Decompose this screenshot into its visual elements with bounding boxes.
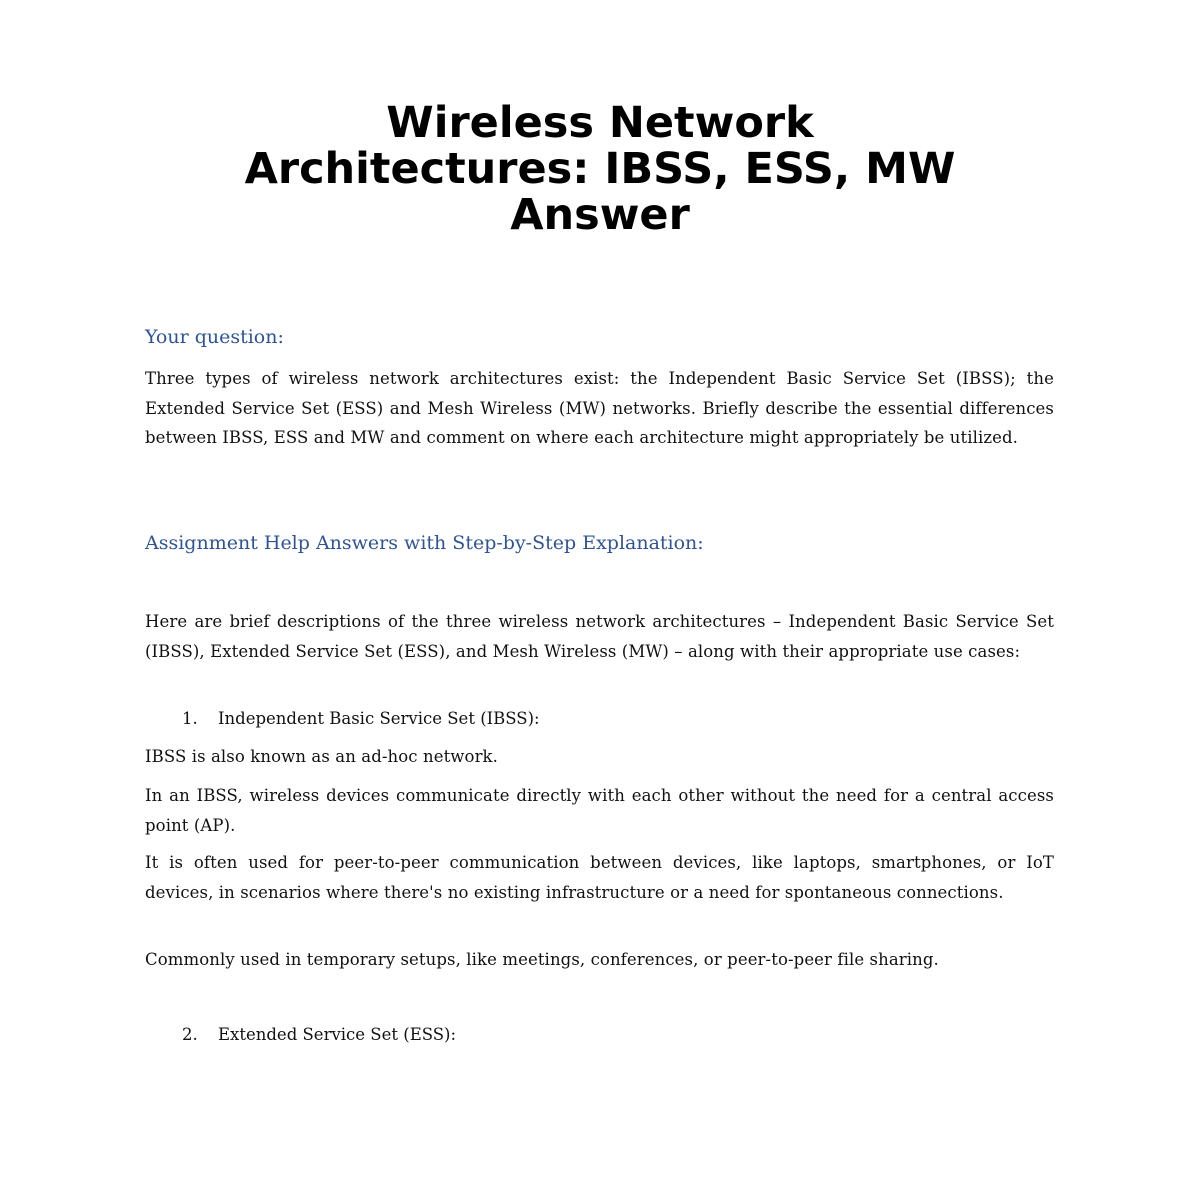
ibss-paragraph-4: Commonly used in temporary setups, like meetings, conferences, or peer-to-peer file sharing.	[145, 950, 939, 969]
ibss-paragraph-3: It is often used for peer-to-peer communication between devices, like laptops, smartphones, or IoT devices, in scenarios where there's no existing infrastructure or a need for spontaneous connections.	[145, 853, 1054, 902]
list-number: 1.	[182, 709, 198, 728]
title-line-3: Answer	[510, 190, 690, 240]
list-number: 2.	[182, 1025, 198, 1044]
question-heading: Your question:	[145, 326, 284, 348]
list-item-ess	[182, 1023, 456, 1047]
question-text: Three types of wireless network architectures exist: the Independent Basic Service Set (IBSS); the Extended Service Set (ESS) and Mesh Wireless (MW) networks. Briefly describe the essential differences between IBSS, ESS and MW and comment on where each architecture might appropriately be utilized.	[145, 369, 1054, 447]
document-title	[145, 100, 1055, 238]
ibss-paragraph-1: IBSS is also known as an ad-hoc network.	[145, 747, 498, 766]
title-line-2: Architectures: IBSS, ESS, MW	[244, 144, 956, 194]
ibss-paragraph-2: In an IBSS, wireless devices communicate directly with each other without the need for a central access point (AP).	[145, 786, 1054, 835]
list-label: Independent Basic Service Set (IBSS):	[218, 709, 540, 728]
title-line-1: Wireless Network	[386, 98, 814, 148]
list-item-ibss	[182, 707, 540, 731]
answer-heading: Assignment Help Answers with Step-by-Step Explanation:	[145, 532, 704, 554]
list-label: Extended Service Set (ESS):	[218, 1025, 457, 1044]
intro-paragraph: Here are brief descriptions of the three wireless network architectures – Independent Basic Service Set (IBSS), Extended Service Set (ESS), and Mesh Wireless (MW) – along with their appropriate use cases:	[145, 612, 1054, 661]
